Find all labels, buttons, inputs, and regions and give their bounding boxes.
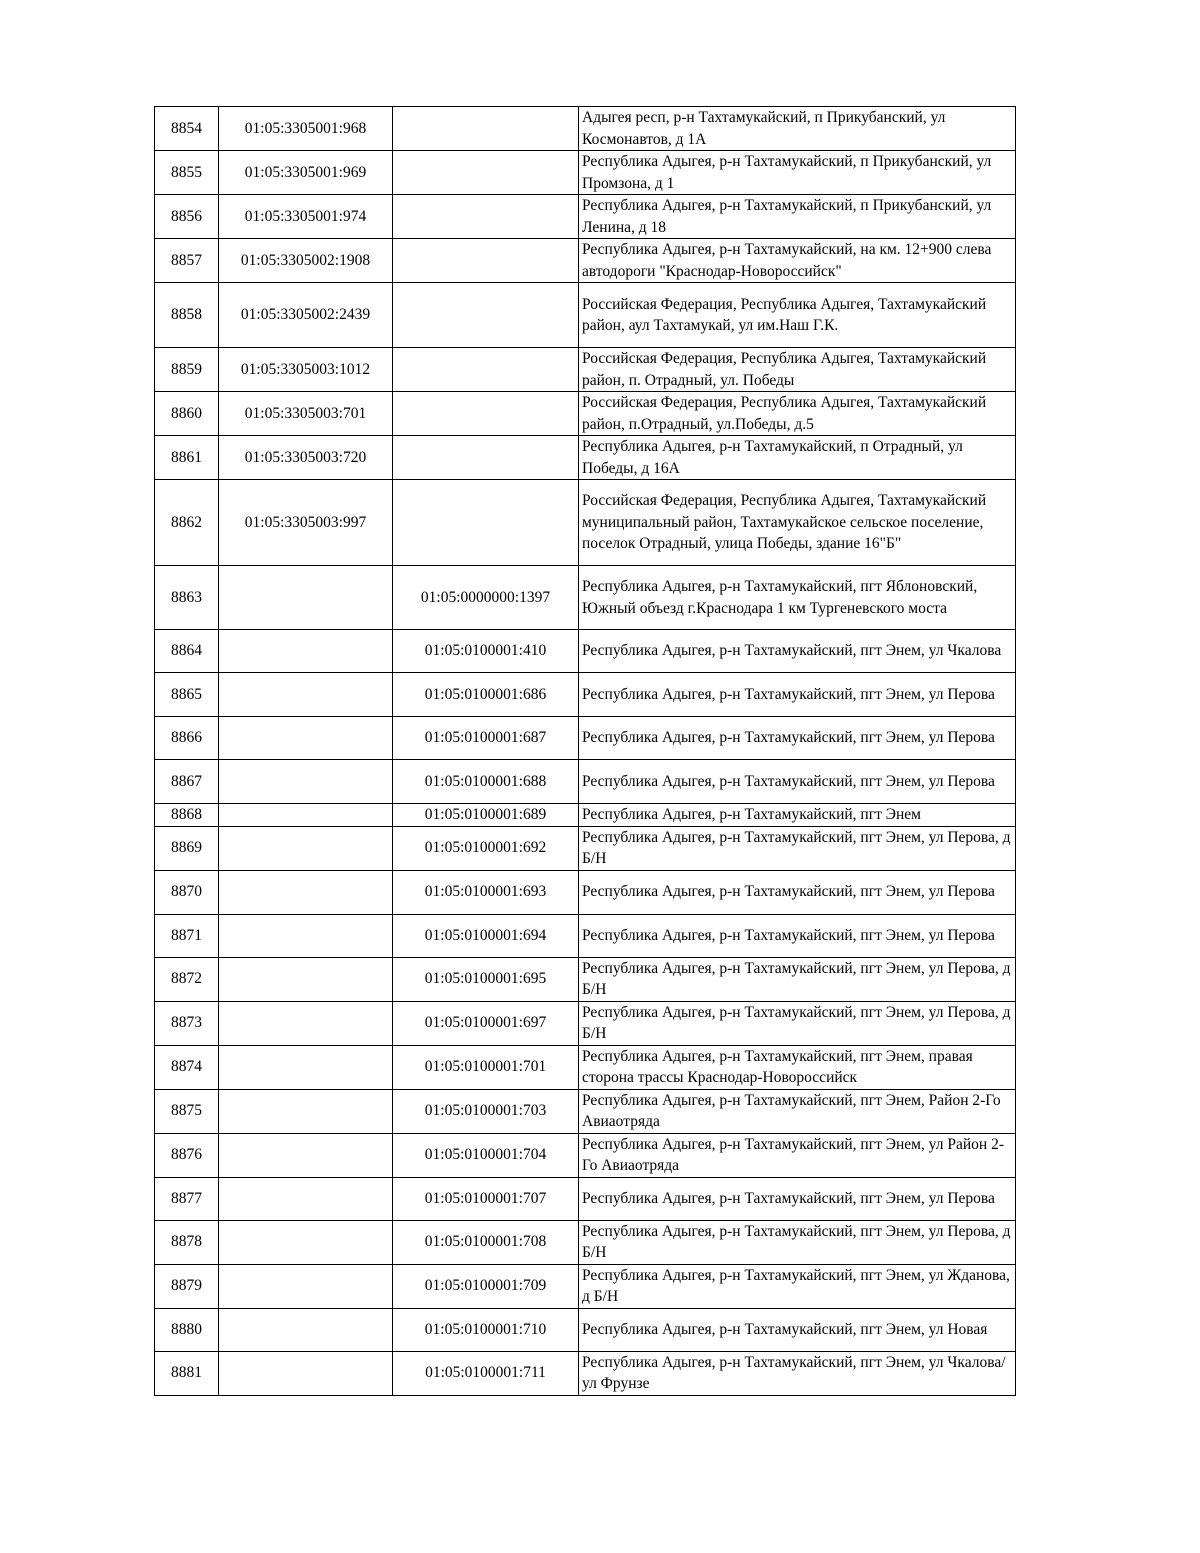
cadastral-number-cell: 01:05:3305003:720 — [219, 436, 393, 480]
table-row — [155, 1220, 1016, 1264]
address-cell: Республика Адыгея, р-н Тахтамукайский, пгт Энем, ул Перова — [579, 870, 1016, 914]
address-cell: Республика Адыгея, р-н Тахтамукайский, пгт Энем, ул Перова — [579, 673, 1016, 717]
address-cell: Республика Адыгея, р-н Тахтамукайский, пгт Энем, ул Перова, д Б/Н — [579, 957, 1016, 1001]
cadastral-number-cell — [219, 1045, 393, 1089]
row-number-cell: 8860 — [155, 392, 219, 436]
cadastral-number-cell — [219, 1351, 393, 1395]
cadastral-number-cell: 01:05:3305003:701 — [219, 392, 393, 436]
cadastral-number-cell — [219, 1264, 393, 1308]
row-number-cell: 8869 — [155, 826, 219, 870]
row-number-cell: 8877 — [155, 1177, 219, 1220]
address-cell: Республика Адыгея, р-н Тахтамукайский, пгт Энем, ул Перова, д Б/Н — [579, 826, 1016, 870]
cadastral-number-cell — [219, 630, 393, 673]
row-number-cell: 8874 — [155, 1045, 219, 1089]
address-cell: Республика Адыгея, р-н Тахтамукайский, пгт Яблоновский, Южный объезд г.Краснодара 1 км Тургеневского моста — [579, 566, 1016, 630]
row-number-cell: 8868 — [155, 804, 219, 827]
cadastral-number-cell: 01:05:3305001:974 — [219, 195, 393, 239]
row-number-cell: 8865 — [155, 673, 219, 717]
row-number-cell: 8857 — [155, 239, 219, 283]
table-row — [155, 673, 1016, 717]
linked-cadastral-number-cell — [393, 283, 579, 348]
address-cell: Республика Адыгея, р-н Тахтамукайский, пгт Энем, правая сторона трассы Краснодар-Новороссийск — [579, 1045, 1016, 1089]
linked-cadastral-number-cell: 01:05:0100001:692 — [393, 826, 579, 870]
cadastral-number-cell — [219, 1308, 393, 1351]
table-row — [155, 804, 1016, 827]
address-cell: Российская Федерация, Республика Адыгея, Тахтамукайский район, п. Отрадный, ул. Победы — [579, 348, 1016, 392]
table-row — [155, 1045, 1016, 1089]
row-number-cell: 8863 — [155, 566, 219, 630]
cadastral-number-cell — [219, 1220, 393, 1264]
row-number-cell: 8878 — [155, 1220, 219, 1264]
linked-cadastral-number-cell: 01:05:0100001:686 — [393, 673, 579, 717]
table-row — [155, 1001, 1016, 1045]
row-number-cell: 8876 — [155, 1133, 219, 1177]
row-number-cell: 8873 — [155, 1001, 219, 1045]
table-row — [155, 1177, 1016, 1220]
table-row — [155, 239, 1016, 283]
address-cell: Республика Адыгея, р-н Тахтамукайский, пгт Энем, ул Новая — [579, 1308, 1016, 1351]
linked-cadastral-number-cell — [393, 239, 579, 283]
cadastral-number-cell: 01:05:3305002:1908 — [219, 239, 393, 283]
linked-cadastral-number-cell: 01:05:0100001:693 — [393, 870, 579, 914]
table-row — [155, 1264, 1016, 1308]
row-number-cell: 8862 — [155, 480, 219, 566]
linked-cadastral-number-cell: 01:05:0100001:707 — [393, 1177, 579, 1220]
row-number-cell: 8854 — [155, 107, 219, 151]
table-row — [155, 914, 1016, 957]
linked-cadastral-number-cell: 01:05:0100001:694 — [393, 914, 579, 957]
table-row — [155, 436, 1016, 480]
cadastral-number-cell: 01:05:3305001:968 — [219, 107, 393, 151]
cadastral-number-cell — [219, 826, 393, 870]
linked-cadastral-number-cell — [393, 480, 579, 566]
linked-cadastral-number-cell — [393, 436, 579, 480]
cadastral-number-cell: 01:05:3305002:2439 — [219, 283, 393, 348]
table-row — [155, 957, 1016, 1001]
row-number-cell: 8875 — [155, 1089, 219, 1133]
table-row — [155, 480, 1016, 566]
table-row — [155, 760, 1016, 804]
cadastral-number-cell — [219, 1133, 393, 1177]
row-number-cell: 8881 — [155, 1351, 219, 1395]
linked-cadastral-number-cell — [393, 348, 579, 392]
row-number-cell: 8855 — [155, 151, 219, 195]
address-cell: Республика Адыгея, р-н Тахтамукайский, на км. 12+900 слева автодороги "Краснодар-Новороссийск" — [579, 239, 1016, 283]
linked-cadastral-number-cell: 01:05:0100001:710 — [393, 1308, 579, 1351]
address-cell: Республика Адыгея, р-н Тахтамукайский, п Отрадный, ул Победы, д 16А — [579, 436, 1016, 480]
row-number-cell: 8872 — [155, 957, 219, 1001]
linked-cadastral-number-cell: 01:05:0100001:695 — [393, 957, 579, 1001]
address-cell: Российская Федерация, Республика Адыгея, Тахтамукайский муниципальный район, Тахтамукайское сельское поселение, поселок Отрадный, улица Победы, здание 16"Б" — [579, 480, 1016, 566]
table-row — [155, 1089, 1016, 1133]
linked-cadastral-number-cell — [393, 195, 579, 239]
table-row — [155, 826, 1016, 870]
table-row — [155, 283, 1016, 348]
row-number-cell: 8880 — [155, 1308, 219, 1351]
address-cell: Республика Адыгея, р-н Тахтамукайский, пгт Энем — [579, 804, 1016, 827]
row-number-cell: 8866 — [155, 717, 219, 760]
address-cell: Адыгея респ, р-н Тахтамукайский, п Прикубанский, ул Космонавтов, д 1А — [579, 107, 1016, 151]
table-row — [155, 870, 1016, 914]
row-number-cell: 8859 — [155, 348, 219, 392]
table-row — [155, 717, 1016, 760]
table-row — [155, 107, 1016, 151]
linked-cadastral-number-cell: 01:05:0100001:709 — [393, 1264, 579, 1308]
address-cell: Республика Адыгея, р-н Тахтамукайский, пгт Энем, ул Район 2-Го Авиаотряда — [579, 1133, 1016, 1177]
row-number-cell: 8871 — [155, 914, 219, 957]
cadastral-number-cell — [219, 914, 393, 957]
linked-cadastral-number-cell: 01:05:0100001:711 — [393, 1351, 579, 1395]
linked-cadastral-number-cell: 01:05:0100001:687 — [393, 717, 579, 760]
address-cell: Республика Адыгея, р-н Тахтамукайский, пгт Энем, ул Перова, д Б/Н — [579, 1001, 1016, 1045]
cadastral-number-cell — [219, 957, 393, 1001]
cadastral-number-cell — [219, 566, 393, 630]
registry-table — [154, 106, 1016, 1396]
registry-table-body — [155, 107, 1016, 1396]
cadastral-number-cell — [219, 870, 393, 914]
address-cell: Российская Федерация, Республика Адыгея, Тахтамукайский район, п.Отрадный, ул.Победы, д.5 — [579, 392, 1016, 436]
table-row — [155, 1133, 1016, 1177]
table-row — [155, 151, 1016, 195]
cadastral-number-cell — [219, 1089, 393, 1133]
linked-cadastral-number-cell — [393, 392, 579, 436]
table-row — [155, 566, 1016, 630]
linked-cadastral-number-cell: 01:05:0100001:703 — [393, 1089, 579, 1133]
linked-cadastral-number-cell: 01:05:0100001:708 — [393, 1220, 579, 1264]
address-cell: Республика Адыгея, р-н Тахтамукайский, пгт Энем, ул Перова — [579, 760, 1016, 804]
linked-cadastral-number-cell — [393, 151, 579, 195]
row-number-cell: 8864 — [155, 630, 219, 673]
linked-cadastral-number-cell: 01:05:0100001:697 — [393, 1001, 579, 1045]
table-row — [155, 1351, 1016, 1395]
table-row — [155, 392, 1016, 436]
address-cell: Республика Адыгея, р-н Тахтамукайский, пгт Энем, ул Жданова, д Б/Н — [579, 1264, 1016, 1308]
address-cell: Республика Адыгея, р-н Тахтамукайский, пгт Энем, ул Перова — [579, 717, 1016, 760]
address-cell: Республика Адыгея, р-н Тахтамукайский, пгт Энем, ул Перова — [579, 914, 1016, 957]
linked-cadastral-number-cell: 01:05:0100001:701 — [393, 1045, 579, 1089]
address-cell: Республика Адыгея, р-н Тахтамукайский, пгт Энем, ул Чкалова — [579, 630, 1016, 673]
linked-cadastral-number-cell: 01:05:0000000:1397 — [393, 566, 579, 630]
linked-cadastral-number-cell: 01:05:0100001:688 — [393, 760, 579, 804]
cadastral-number-cell: 01:05:3305001:969 — [219, 151, 393, 195]
cadastral-number-cell: 01:05:3305003:1012 — [219, 348, 393, 392]
row-number-cell: 8861 — [155, 436, 219, 480]
linked-cadastral-number-cell — [393, 107, 579, 151]
cadastral-number-cell — [219, 804, 393, 827]
table-row — [155, 1308, 1016, 1351]
cadastral-number-cell — [219, 760, 393, 804]
linked-cadastral-number-cell: 01:05:0100001:410 — [393, 630, 579, 673]
row-number-cell: 8879 — [155, 1264, 219, 1308]
address-cell: Республика Адыгея, р-н Тахтамукайский, п Прикубанский, ул Ленина, д 18 — [579, 195, 1016, 239]
cadastral-number-cell — [219, 1177, 393, 1220]
cadastral-number-cell: 01:05:3305003:997 — [219, 480, 393, 566]
row-number-cell: 8858 — [155, 283, 219, 348]
cadastral-number-cell — [219, 673, 393, 717]
address-cell: Российская Федерация, Республика Адыгея, Тахтамукайский район, аул Тахтамукай, ул им.Наш Г.К. — [579, 283, 1016, 348]
cadastral-number-cell — [219, 717, 393, 760]
address-cell: Республика Адыгея, р-н Тахтамукайский, пгт Энем, ул Перова — [579, 1177, 1016, 1220]
address-cell: Республика Адыгея, р-н Тахтамукайский, пгт Энем, ул Перова, д Б/Н — [579, 1220, 1016, 1264]
table-row — [155, 195, 1016, 239]
cadastral-number-cell — [219, 1001, 393, 1045]
address-cell: Республика Адыгея, р-н Тахтамукайский, пгт Энем, ул Чкалова/ул Фрунзе — [579, 1351, 1016, 1395]
linked-cadastral-number-cell: 01:05:0100001:704 — [393, 1133, 579, 1177]
linked-cadastral-number-cell: 01:05:0100001:689 — [393, 804, 579, 827]
row-number-cell: 8867 — [155, 760, 219, 804]
address-cell: Республика Адыгея, р-н Тахтамукайский, п Прикубанский, ул Промзона, д 1 — [579, 151, 1016, 195]
table-row — [155, 348, 1016, 392]
row-number-cell: 8870 — [155, 870, 219, 914]
row-number-cell: 8856 — [155, 195, 219, 239]
address-cell: Республика Адыгея, р-н Тахтамукайский, пгт Энем, Район 2-Го Авиаотряда — [579, 1089, 1016, 1133]
table-row — [155, 630, 1016, 673]
